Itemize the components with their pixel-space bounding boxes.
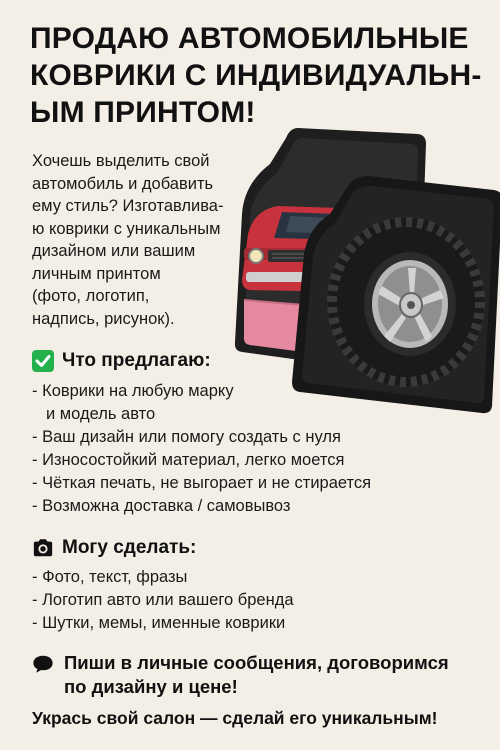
- intro-line: автомобиль и добавить: [32, 174, 214, 193]
- list-item-text: - Коврики на любую марку: [32, 382, 234, 400]
- footer-slogan: Укрась свой салон — сделай его уникальным!: [32, 708, 438, 728]
- check-mark-icon: [32, 350, 54, 372]
- cta-line: Пиши в личные сообщения, договоримся: [64, 652, 449, 673]
- list-item: - Шутки, мемы, именные коврики: [32, 614, 286, 632]
- list-item: - Возможна доставка / самовывоз: [32, 497, 291, 515]
- intro-line: Хочешь выделить свой: [32, 152, 210, 170]
- list-item: - Логотип авто или вашего бренда: [32, 591, 294, 609]
- speech-bubble-icon: [32, 653, 54, 675]
- list-item: - Чёткая печать, не выгорает и не стирается: [32, 474, 372, 492]
- intro-line: ю коврики с уникальным: [32, 219, 221, 238]
- offer-heading: [32, 350, 211, 372]
- tire-icon: [328, 218, 484, 386]
- cta-line: по дизайну и цене!: [64, 676, 238, 697]
- list-item: - Ваш дизайн или помогу создать с нуля: [32, 428, 341, 446]
- can-do-heading-text: Могу сделать:: [62, 537, 197, 558]
- list-item: - Фото, текст, фразы: [32, 568, 188, 586]
- intro-line: (фото, логотип,: [32, 287, 150, 305]
- camera-icon: [32, 537, 54, 559]
- intro-line: ему стиль? Изготавлива-: [32, 197, 224, 215]
- title-line: КОВРИКИ С ИНДИВИДУАЛЬН-: [30, 59, 482, 92]
- title-line: ЫМ ПРИНТОМ!: [30, 96, 256, 129]
- car-mats-illustration: [230, 124, 500, 414]
- intro-line: дизайном или вашим: [32, 242, 196, 260]
- can-do-heading: [32, 537, 196, 559]
- intro-line: надпись, рисунок).: [32, 309, 175, 328]
- list-item: [32, 380, 371, 426]
- cta-block: [32, 651, 492, 699]
- list-item-text: и модель авто: [46, 405, 156, 423]
- ad-title: [30, 20, 480, 131]
- offer-heading-text: Что предлагаю:: [62, 350, 211, 371]
- offer-list: [32, 380, 371, 518]
- list-item: - Износостойкий материал, легко моется: [32, 451, 345, 469]
- can-do-list: [32, 566, 294, 635]
- intro-line: личным принтом: [32, 264, 161, 283]
- title-line: ПРОДАЮ АВТОМОБИЛЬНЫЕ: [30, 22, 469, 55]
- cta-text: [64, 651, 449, 699]
